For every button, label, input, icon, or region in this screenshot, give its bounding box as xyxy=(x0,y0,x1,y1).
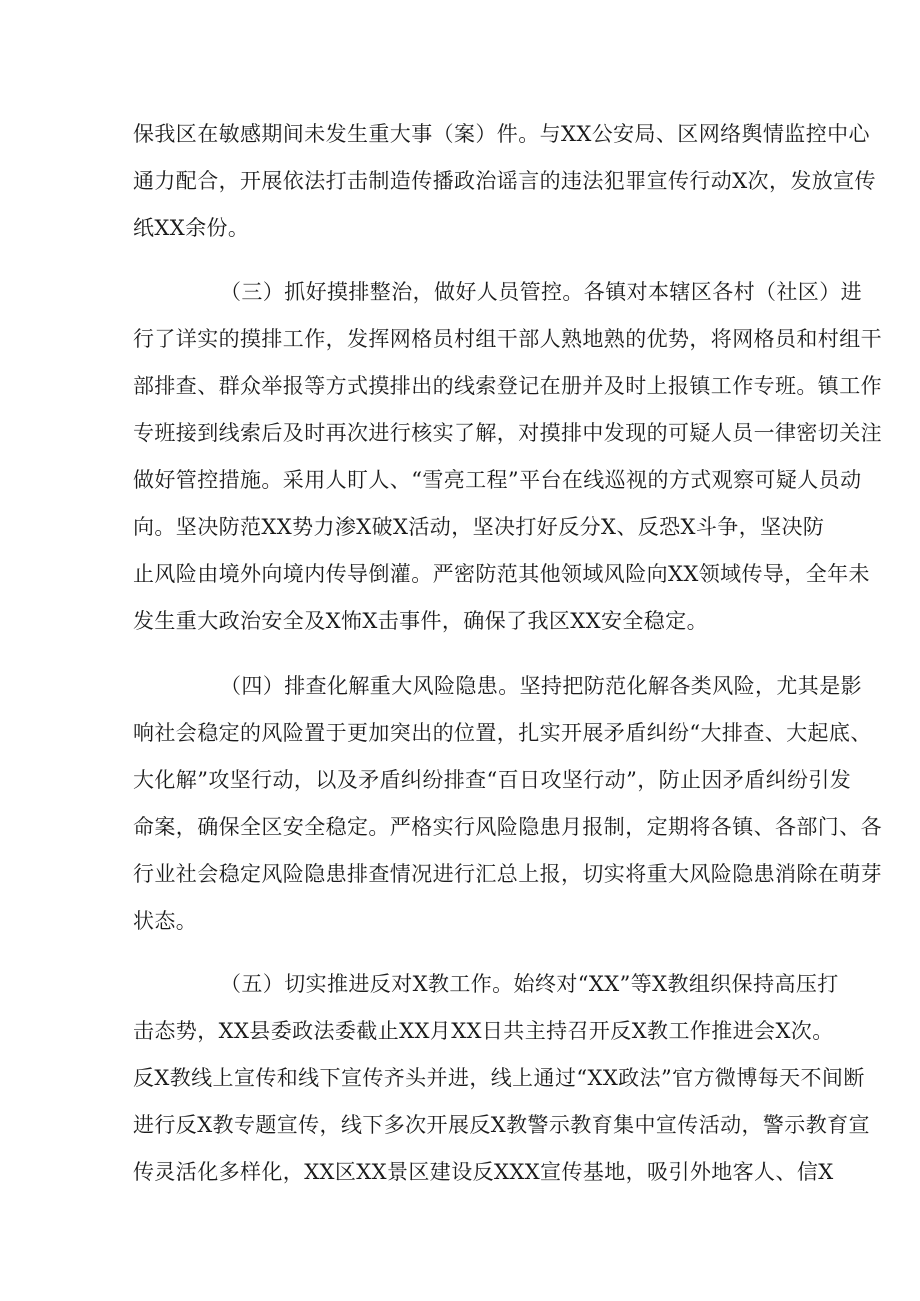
paragraph-3-line-6: 状态。 xyxy=(133,909,198,933)
paragraph-2-line-2: 行了详实的摸排工作，发挥网格员村组干部人熟地熟的优势，将网格员和村组干 xyxy=(133,327,882,351)
paragraph-4-line-2: 击态势，XX县委政法委截止XX月XX日共主持召开反X教工作推进会X次。 xyxy=(133,1019,834,1043)
paragraph-4-line-3: 反X教线上宣传和线下宣传齐头并进，线上通过“XX政法”官方微博每天不间断 xyxy=(133,1066,865,1090)
paragraph-1-line-3: 纸XX余份。 xyxy=(133,216,250,240)
paragraph-3-line-4: 命案，确保全区安全稳定。严格实行风险隐患月报制，定期将各镇、各部门、各 xyxy=(133,815,882,839)
paragraph-3-line-3: 大化解”攻坚行动，以及矛盾纠纷排查“百日攻坚行动”，防止因矛盾纠纷引发 xyxy=(133,768,852,792)
paragraph-2-line-7: 止风险由境外向境内传导倒灌。严密防范其他领域风险向XX领域传导，全年未 xyxy=(133,562,870,586)
paragraph-2-line-3: 部排查、群众举报等方式摸排出的线索登记在册并及时上报镇工作专班。镇工作 xyxy=(133,374,882,398)
paragraph-2-line-8: 发生重大政治安全及X怖X击事件，确保了我区XX安全稳定。 xyxy=(133,609,708,633)
paragraph-2-line-5: 做好管控措施。采用人盯人、“雪亮工程”平台在线巡视的方式观察可疑人员动 xyxy=(133,468,862,492)
paragraph-4-line-1: （五）切实推进反对X教工作。始终对“XX”等X教组织保持高压打 xyxy=(220,972,839,996)
paragraph-4-line-4: 进行反X教专题宣传，线下多次开展反X教警示教育集中宣传活动，警示教育宣 xyxy=(133,1113,870,1137)
paragraph-4-line-5: 传灵活化多样化，XX区XX景区建设反XXX宣传基地，吸引外地客人、信X xyxy=(133,1160,834,1184)
paragraph-3-line-5: 行业社会稳定风险隐患排查情况进行汇总上报，切实将重大风险隐患消除在萌芽 xyxy=(133,862,882,886)
paragraph-3-line-1: （四）排查化解重大风险隐患。坚持把防范化解各类风险，尤其是影 xyxy=(220,674,862,698)
paragraph-2-line-4: 专班接到线索后及时再次进行核实了解，对摸排中发现的可疑人员一律密切关注 xyxy=(133,421,882,445)
paragraph-1-line-2: 通力配合，开展依法打击制造传播政治谣言的违法犯罪宣传行动X次，发放宣传 xyxy=(133,169,876,193)
paragraph-1-line-1: 保我区在敏感期间未发生重大事（案）件。与XX公安局、区网络舆情监控中心 xyxy=(133,122,870,146)
paragraph-2-line-1: （三）抓好摸排整治，做好人员管控。各镇对本辖区各村（社区）进 xyxy=(220,280,862,304)
paragraph-2-line-6: 向。坚决防范XX势力渗X破X活动，坚决打好反分X、反恐X斗争，坚决防 xyxy=(133,515,825,539)
paragraph-3-line-2: 响社会稳定的风险置于更加突出的位置，扎实开展矛盾纠纷“大排查、大起底、 xyxy=(133,721,872,745)
